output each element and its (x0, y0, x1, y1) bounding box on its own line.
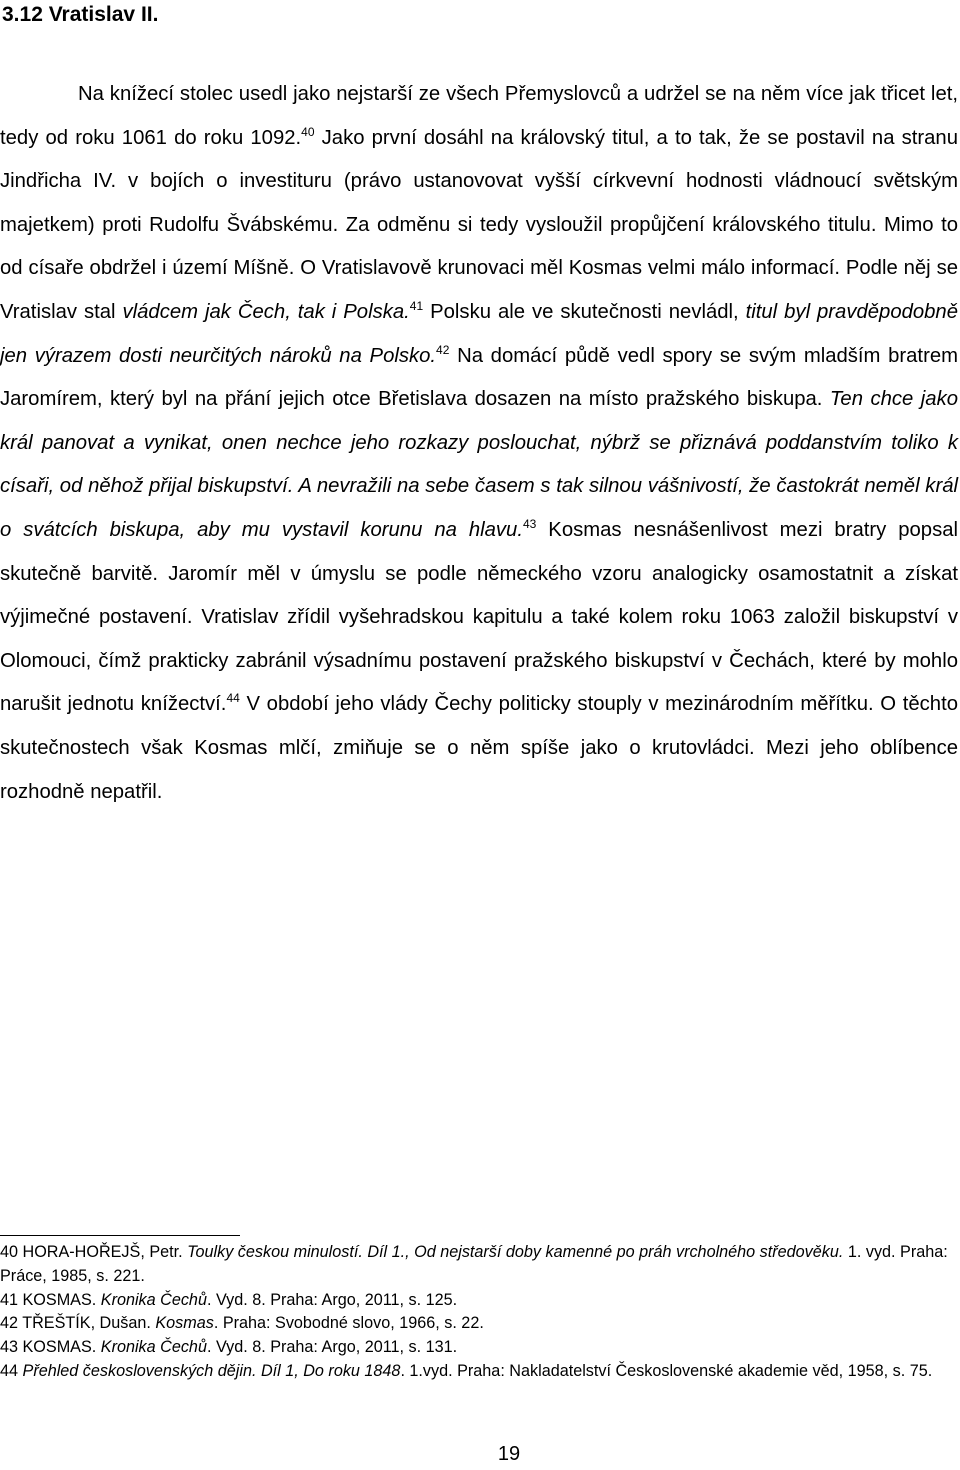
footnote-42 (0, 1312, 958, 1336)
text-run: Jako první dosáhl na královský titul, a to tak, že se postavil na stranu Jindřicha IV. v bojích o investituru (právo ustanovovat vyšší církvevní hodnosti vládnoucí světským majetkem) proti Rudolfu Švábskému. Za odměnu si tedy vysloužil propůjčení královského titulu. Mimo to od císaře obdržel i území Míšně. O Vratislavově krunovaci měl Kosmas velmi málo informací. Podle něj se Vratislav stal (0, 126, 958, 323)
section-heading: 3.12 Vratislav II. (2, 3, 159, 26)
footnote-text: . Vyd. 8. Praha: Argo, 2011, s. 125. (206, 1290, 458, 1309)
footnote-title: Přehled československých dějin. Díl 1, Do roku 1848 (22, 1361, 401, 1380)
footnote-ref-40: 40 (301, 124, 315, 139)
footnote-title: Kosmas (155, 1314, 214, 1333)
footnote-text: 44 (0, 1361, 23, 1380)
footnote-text: 1. vyd. Praha: Práce, 1985, s. 221. (0, 1243, 948, 1285)
footnote-text: 41 KOSMAS. (0, 1290, 101, 1309)
footnote-41 (0, 1289, 958, 1313)
text-run: Polsku ale ve skutečnosti nevládl, (423, 300, 746, 323)
footnote-ref-43: 43 (522, 516, 537, 531)
footnote-44 (0, 1360, 958, 1384)
footnote-text: 40 HORA-HOŘEJŠ, Petr. (0, 1243, 188, 1261)
quoted-text: Ten chce jako král panovat a vynikat, onen nechce jeho rozkazy poslouchat, nýbrž se přiznává poddanstvím toliko k císaři, od něhož přijal biskupství. A nevražili na sebe časem s tak silnou vášnivostí, že častokrát neměl král o svátcích biskupa, aby mu vystavil korunu na hlavu. (0, 388, 958, 541)
page-number: 19 (497, 1443, 521, 1465)
footnote-text: 43 KOSMAS. (0, 1338, 101, 1357)
footnote-title: Kronika Čechů (100, 1338, 207, 1357)
quoted-text: titul byl pravděpodobně jen výrazem dosti neurčitých nároků na Polsko. (0, 300, 958, 367)
text-run: Na knížecí stolec usedl jako nejstarší ze všech Přemyslovců a udržel se na něm více jak třicet let, tedy od roku 1061 do roku 1092. (0, 83, 958, 149)
quoted-text: vládcem jak Čech, tak i Polska. (122, 300, 410, 323)
footnote-separator (0, 1235, 240, 1236)
footnote-40 (0, 1241, 958, 1289)
footnote-title: Kronika Čechů (100, 1290, 207, 1309)
footnote-text: 42 TŘEŠTÍK, Dušan. (0, 1314, 156, 1333)
footnotes (0, 1241, 958, 1384)
text-run: Kosmas nesnášenlivost mezi bratry popsal skutečně barvitě. Jaromír měl v úmyslu se podle německého vzoru analogicky osamostatnit a získat výjimečné postavení. Vratislav zřídil vyšehradskou kapitulu a také kolem roku 1063 založil biskupství v Olomouci, čímž prakticky zabránil výsadnímu postavení pražského biskupství v Čechách, které by mohlo narušit jednotu knížectví. (0, 518, 958, 716)
footnote-text: . 1.vyd. Praha: Nakladatelství Československé akademie věd, 1958, s. 75. (400, 1361, 933, 1380)
footnote-ref-44: 44 (226, 691, 240, 706)
footnote-title: Toulky českou minulostí. Díl 1., Od nejstarší doby kamenné po práh vrcholného středověku. (187, 1243, 844, 1261)
footnote-43 (0, 1336, 958, 1360)
footnote-text: . Vyd. 8. Praha: Argo, 2011, s. 131. (206, 1338, 458, 1357)
footnote-text: . Praha: Svobodné slovo, 1966, s. 22. (213, 1314, 484, 1333)
text-run: Na domácí půdě vedl spory se svým mladším bratrem Jaromírem, který byl na přání jejich otce Břetislava dosazen na místo pražského biskupa. (0, 344, 958, 411)
footnote-ref-42: 42 (436, 342, 450, 357)
body-paragraph (0, 73, 958, 814)
text-run: V období jeho vlády Čechy politicky stouply v mezinárodním měřítku. O těchto skutečnostech však Kosmas mlčí, zmiňuje se o něm spíše jako o krutovládci. Mezi jeho oblíbence rozhodně nepatřil. (0, 693, 958, 803)
footnote-ref-41: 41 (409, 298, 424, 313)
